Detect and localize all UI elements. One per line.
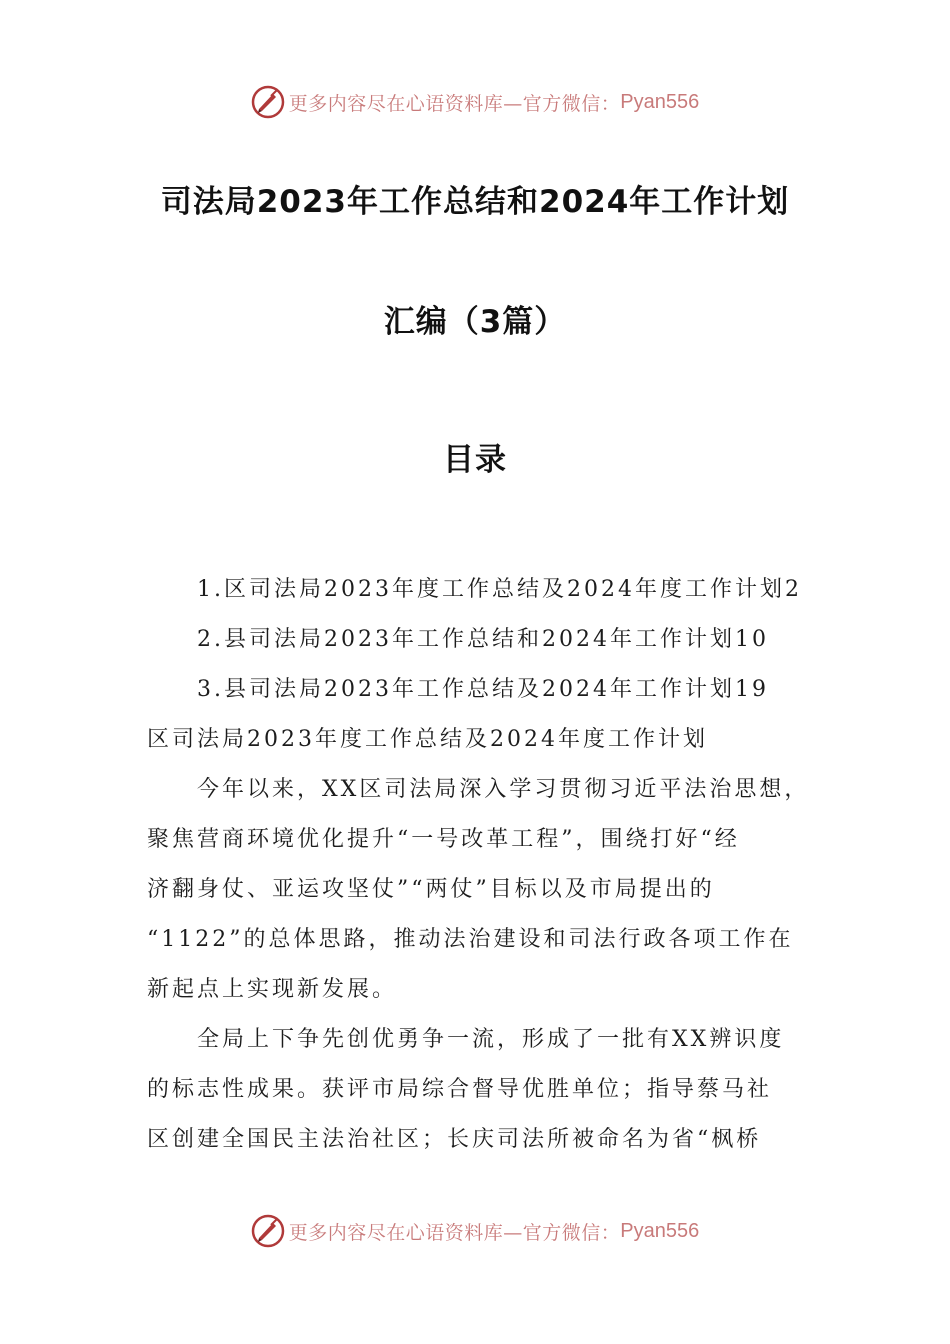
paragraph-line: 新起点上实现新发展。 — [147, 977, 398, 1002]
paragraph-line: 区创建全国民主法治社区；长庆司法所被命名为省“枫桥 — [147, 1127, 762, 1152]
watermark-wechat-id: Pyan556 — [620, 1219, 700, 1242]
toc-item[interactable]: 3.县司法局2023年工作总结及2024年工作计划19 — [197, 677, 769, 702]
quill-logo-icon — [251, 1214, 285, 1248]
section-title: 区司法局2023年度工作总结及2024年度工作计划 — [147, 727, 708, 752]
paragraph-line: 今年以来，XX区司法局深入学习贯彻习近平法治思想， — [197, 777, 810, 802]
document-title-line1: 司法局2023年工作总结和2024年工作计划 — [160, 184, 790, 220]
watermark-wechat-id: Pyan556 — [620, 90, 700, 113]
paragraph-line: 全局上下争先创优勇争一流，形成了一批有XX辨识度 — [197, 1027, 785, 1052]
paragraph-line: “1122”的总体思路，推动法治建设和司法行政各项工作在 — [147, 927, 794, 952]
toc-item[interactable]: 1.区司法局2023年度工作总结及2024年度工作计划2 — [197, 577, 802, 602]
toc-heading: 目录 — [443, 442, 507, 478]
document-title-line2: 汇编（3篇） — [383, 304, 567, 340]
watermark-text: 更多内容尽在心语资料库—官方微信： — [288, 92, 621, 115]
paragraph-line: 的标志性成果。获评市局综合督导优胜单位；指导蔡马社 — [147, 1077, 773, 1102]
quill-logo-icon — [251, 85, 285, 119]
paragraph-line: 聚焦营商环境优化提升“一号改革工程”，围绕打好“经 — [147, 827, 740, 852]
footer-watermark — [0, 1211, 950, 1251]
toc-item[interactable]: 2.县司法局2023年工作总结和2024年工作计划10 — [197, 627, 769, 652]
header-watermark — [0, 82, 950, 122]
watermark-text: 更多内容尽在心语资料库—官方微信： — [288, 1221, 621, 1244]
paragraph-line: 济翻身仗、亚运攻坚仗”“两仗”目标以及市局提出的 — [147, 877, 715, 902]
